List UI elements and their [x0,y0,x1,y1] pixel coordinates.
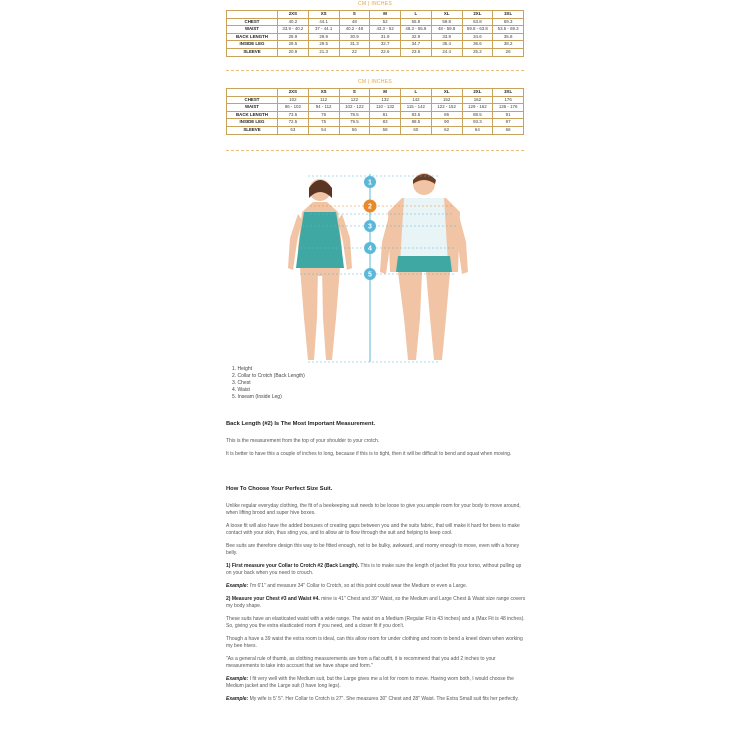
table-cell: 110 - 132 [370,104,401,112]
table-cell: 28.9 [278,33,309,41]
table-cell: 62 [431,126,462,134]
table-cell: 86 - 102 [278,104,309,112]
legend-item: 4. Waist [232,387,250,393]
table-cell: 63.8 [462,18,493,26]
table-cell: 86 [431,111,462,119]
row-label: BACK LENGTH [227,111,278,119]
example-text: My wife is 5' 5". Her Collar to Crotch is 27". She measures 30" Chest and 28" Waist. The Extra Small suit fits her perfectly. [248,696,519,702]
table-cell: 23.6 [401,48,432,56]
table-row [227,111,524,119]
table-cell: 102 [278,96,309,104]
table-in-title: CM | INCHES [357,79,393,85]
column-header: L [401,89,432,97]
column-header: 2XS [278,11,309,19]
table-cell: 79.5 [339,119,370,127]
step-1-title: 1) First measure your Collar to Crotch #2 (Back Length). [226,563,360,569]
size-table-inches [226,88,524,135]
heading-back-length: Back Length (#2) Is The Most Important Measurement. [226,421,376,427]
legend-item: 5. Inseam (Inside Leg) [232,394,282,400]
column-header: S [339,11,370,19]
man-figure-icon [380,173,468,360]
column-header: M [370,89,401,97]
row-label: INSIDE LEG [227,119,278,127]
column-header: S [339,89,370,97]
table-cell: 29.9 [308,33,339,41]
table-cell: 30.9 [339,33,370,41]
table-row [227,104,524,112]
example-2-paragraph [226,676,526,690]
marker-3 [364,220,376,232]
table-cell: 73.5 [278,111,309,119]
column-header: 2XL [462,11,493,19]
table-cell: 90 [431,119,462,127]
table-cell: 83 [370,119,401,127]
column-header: 3XL [493,11,524,19]
table-cell: 112 [308,96,339,104]
marker-2 [364,200,377,213]
paragraph: Though a have a 39 waist the extra room is ideal, can this allow room for under clothing and room to bend a kneel down when working my bee hives. [226,636,523,649]
paragraph: Bee suits are therefore design this way to be fitted enough, not to be bulky, awkward, and roomy enough to move, even with a honey belly. [226,543,520,556]
step-1-paragraph [226,563,526,577]
table-cell: 32.7 [370,41,401,49]
table-cell: 129 - 162 [462,104,493,112]
table-cell: 76 [308,111,339,119]
table-cell: 53.5 - 69.3 [493,26,524,34]
table-cell: 60 [401,126,432,134]
table-cell: 52 [370,18,401,26]
step-1-text: This is to make sure the length of jacket fits your torso, without pulling up on your back when you need to crouch. [226,563,522,576]
svg-text:3: 3 [368,223,372,231]
table-cell: 24.4 [431,48,462,56]
table-cell: 81 [370,111,401,119]
step-2-title: 2) Measure your Chest #3 and Waist #4. [226,596,320,602]
table-cell: 72.5 [278,119,309,127]
table-cell: 56 [339,126,370,134]
table-cell: 22 [339,48,370,56]
paragraph: Unlike regular everyday clothing, the fit of a beekeeping suit needs to be loose to give you ample room for your body to move around, when lifting brood and super hive boxes. [226,503,521,516]
table-cell: 58 [370,126,401,134]
table-cell: 176 [493,96,524,104]
table-cell: 75 [308,119,339,127]
table-cell: 48.3 - 55.9 [401,26,432,34]
quote-paragraph: "As a general rule of thumb, as clothing measurements are from a flat outfit, it is recommend that you add 2 inches to your measurements to take into account that we have shape and form." [226,656,496,669]
table-row [227,126,524,134]
table-cell: 34.6 [462,33,493,41]
row-label: SLEEVE [227,126,278,134]
table-cell: 33.9 - 40.2 [278,26,309,34]
table-cell: 40.2 - 48 [339,26,370,34]
svg-text:4: 4 [368,245,372,253]
table-row [227,41,524,49]
table-header-row [227,89,524,97]
table-cell: 115 - 142 [401,104,432,112]
table-cell: 53 [278,126,309,134]
table-cell: 34.7 [401,41,432,49]
svg-text:5: 5 [368,271,372,279]
step-2-paragraph [226,596,526,610]
table-cell: 136 - 176 [493,104,524,112]
example-1-paragraph [226,583,526,590]
column-header [227,11,278,19]
row-label: INSIDE LEG [227,41,278,49]
table-cell: 29.5 [308,41,339,49]
table-cell: 32.9 [401,33,432,41]
row-label: CHEST [227,96,278,104]
table-cell: 48 [339,18,370,26]
marker-4 [364,242,376,254]
column-header: 3XL [493,89,524,97]
example-text: I fit very well with the Medium suit, but the Large gives me a lot for room to move. Having worn both, I would choose the Medium jacket and the Large suit (I have long legs). [226,676,514,689]
table-cell: 36.6 [462,41,493,49]
table-cell: 122 [339,96,370,104]
table-cell: 162 [462,96,493,104]
table-cell: 122 - 152 [431,104,462,112]
table-cell: 48 - 59.8 [431,26,462,34]
column-header: XS [308,11,339,19]
step-2-text: mine is 41" Chest and 39" Waist, so the Medium and Large Chest & Waist size range covers my body shape. [226,596,526,609]
table-cell: 91 [493,111,524,119]
svg-text:1: 1 [368,179,372,187]
example-label: Example: [226,583,249,589]
paragraph: A loose fit will also have the added bonuses of creating gaps between you and the suits fabric, that will make it hard for bees to make contact with your skin, thus sting you, and to allow air to flow through the suit and helping to keep cool. [226,523,520,536]
table-cell: 33.9 [431,33,462,41]
table-cell: 28.5 [278,41,309,49]
table-cell: 38.2 [493,41,524,49]
table-cell: 20.9 [278,48,309,56]
row-label: BACK LENGTH [227,33,278,41]
table-cell: 78.5 [339,111,370,119]
divider [226,150,524,151]
table-cell: 31.3 [339,41,370,49]
table-cell: 66 [493,126,524,134]
divider [226,70,524,71]
table-cell: 43.3 - 52 [370,26,401,34]
table-cell: 64 [462,126,493,134]
table-cell: 21.3 [308,48,339,56]
table-cell: 35.4 [431,41,462,49]
column-header: M [370,11,401,19]
legend-item: 1. Height [232,366,253,372]
column-header: 2XL [462,89,493,97]
marker-1 [364,176,376,188]
measurement-figure [280,168,480,366]
table-cell: 59.8 [431,18,462,26]
table-cell: 22.6 [370,48,401,56]
column-header [227,89,278,97]
table-cell: 25.2 [462,48,493,56]
paragraph: It is better to have this a couple of inches to long, because if this is to tight, then it will be difficult to bend and squat when moving. [226,451,512,457]
size-table-cm [226,10,524,57]
table-cell: 55.9 [401,18,432,26]
example-3-paragraph [226,696,526,703]
table-cell: 94 - 112 [308,104,339,112]
table-cell: 88.5 [462,111,493,119]
table-row [227,18,524,26]
heading-choose-size: How To Choose Your Perfect Size Suit. [226,486,333,492]
table-header-row [227,11,524,19]
table-cell: 26 [493,48,524,56]
table-cell: 54 [308,126,339,134]
table-cell: 69.3 [493,18,524,26]
table-cell: 59.8 - 63.8 [462,26,493,34]
example-label: Example: [226,676,249,682]
table-cell: 97 [493,119,524,127]
marker-5 [364,268,376,280]
table-cell: 35.8 [493,33,524,41]
table-cell: 37 - 44.1 [308,26,339,34]
measurement-legend [232,366,305,401]
paragraph: This is the measurement from the top of your shoulder to your crotch. [226,438,380,444]
row-label: WAIST [227,26,278,34]
legend-item: 3. Chest [232,380,251,386]
table-cell: 142 [401,96,432,104]
column-header: 2XS [278,89,309,97]
table-row [227,26,524,34]
table-cell: 88.5 [401,119,432,127]
row-label: WAIST [227,104,278,112]
table-cell: 102 - 122 [339,104,370,112]
column-header: L [401,11,432,19]
table-cell: 44.1 [308,18,339,26]
example-text: I'm 6'1" and measure 34" Collar to Crotch, so at this point could wear the Medium or even a Large. [248,583,468,589]
table-cell: 93.3 [462,119,493,127]
row-label: SLEEVE [227,48,278,56]
legend-item: 2. Collar to Crotch (Back Length) [232,373,305,379]
column-header: XL [431,89,462,97]
table-row [227,96,524,104]
article-section-2 [226,486,526,703]
table-cell: 83.5 [401,111,432,119]
table-row [227,48,524,56]
table-row [227,33,524,41]
column-header: XL [431,11,462,19]
column-header: XS [308,89,339,97]
table-cm-title: CM | INCHES [357,1,393,7]
svg-text:2: 2 [368,203,372,211]
table-row [227,119,524,127]
table-cell: 152 [431,96,462,104]
table-cell: 132 [370,96,401,104]
table-cell: 31.9 [370,33,401,41]
article-section-1 [226,421,526,458]
row-label: CHEST [227,18,278,26]
paragraph: These suits have an elasticated waist with a wide range. The waist on a Medium (Regular Fit is 43 inches) and a (Max Fit is 48 inches). So, giving you the extra elasticated room if you need, and a closer fit if you don't. [226,616,525,629]
table-cell: 40.2 [278,18,309,26]
example-label: Example: [226,696,249,702]
